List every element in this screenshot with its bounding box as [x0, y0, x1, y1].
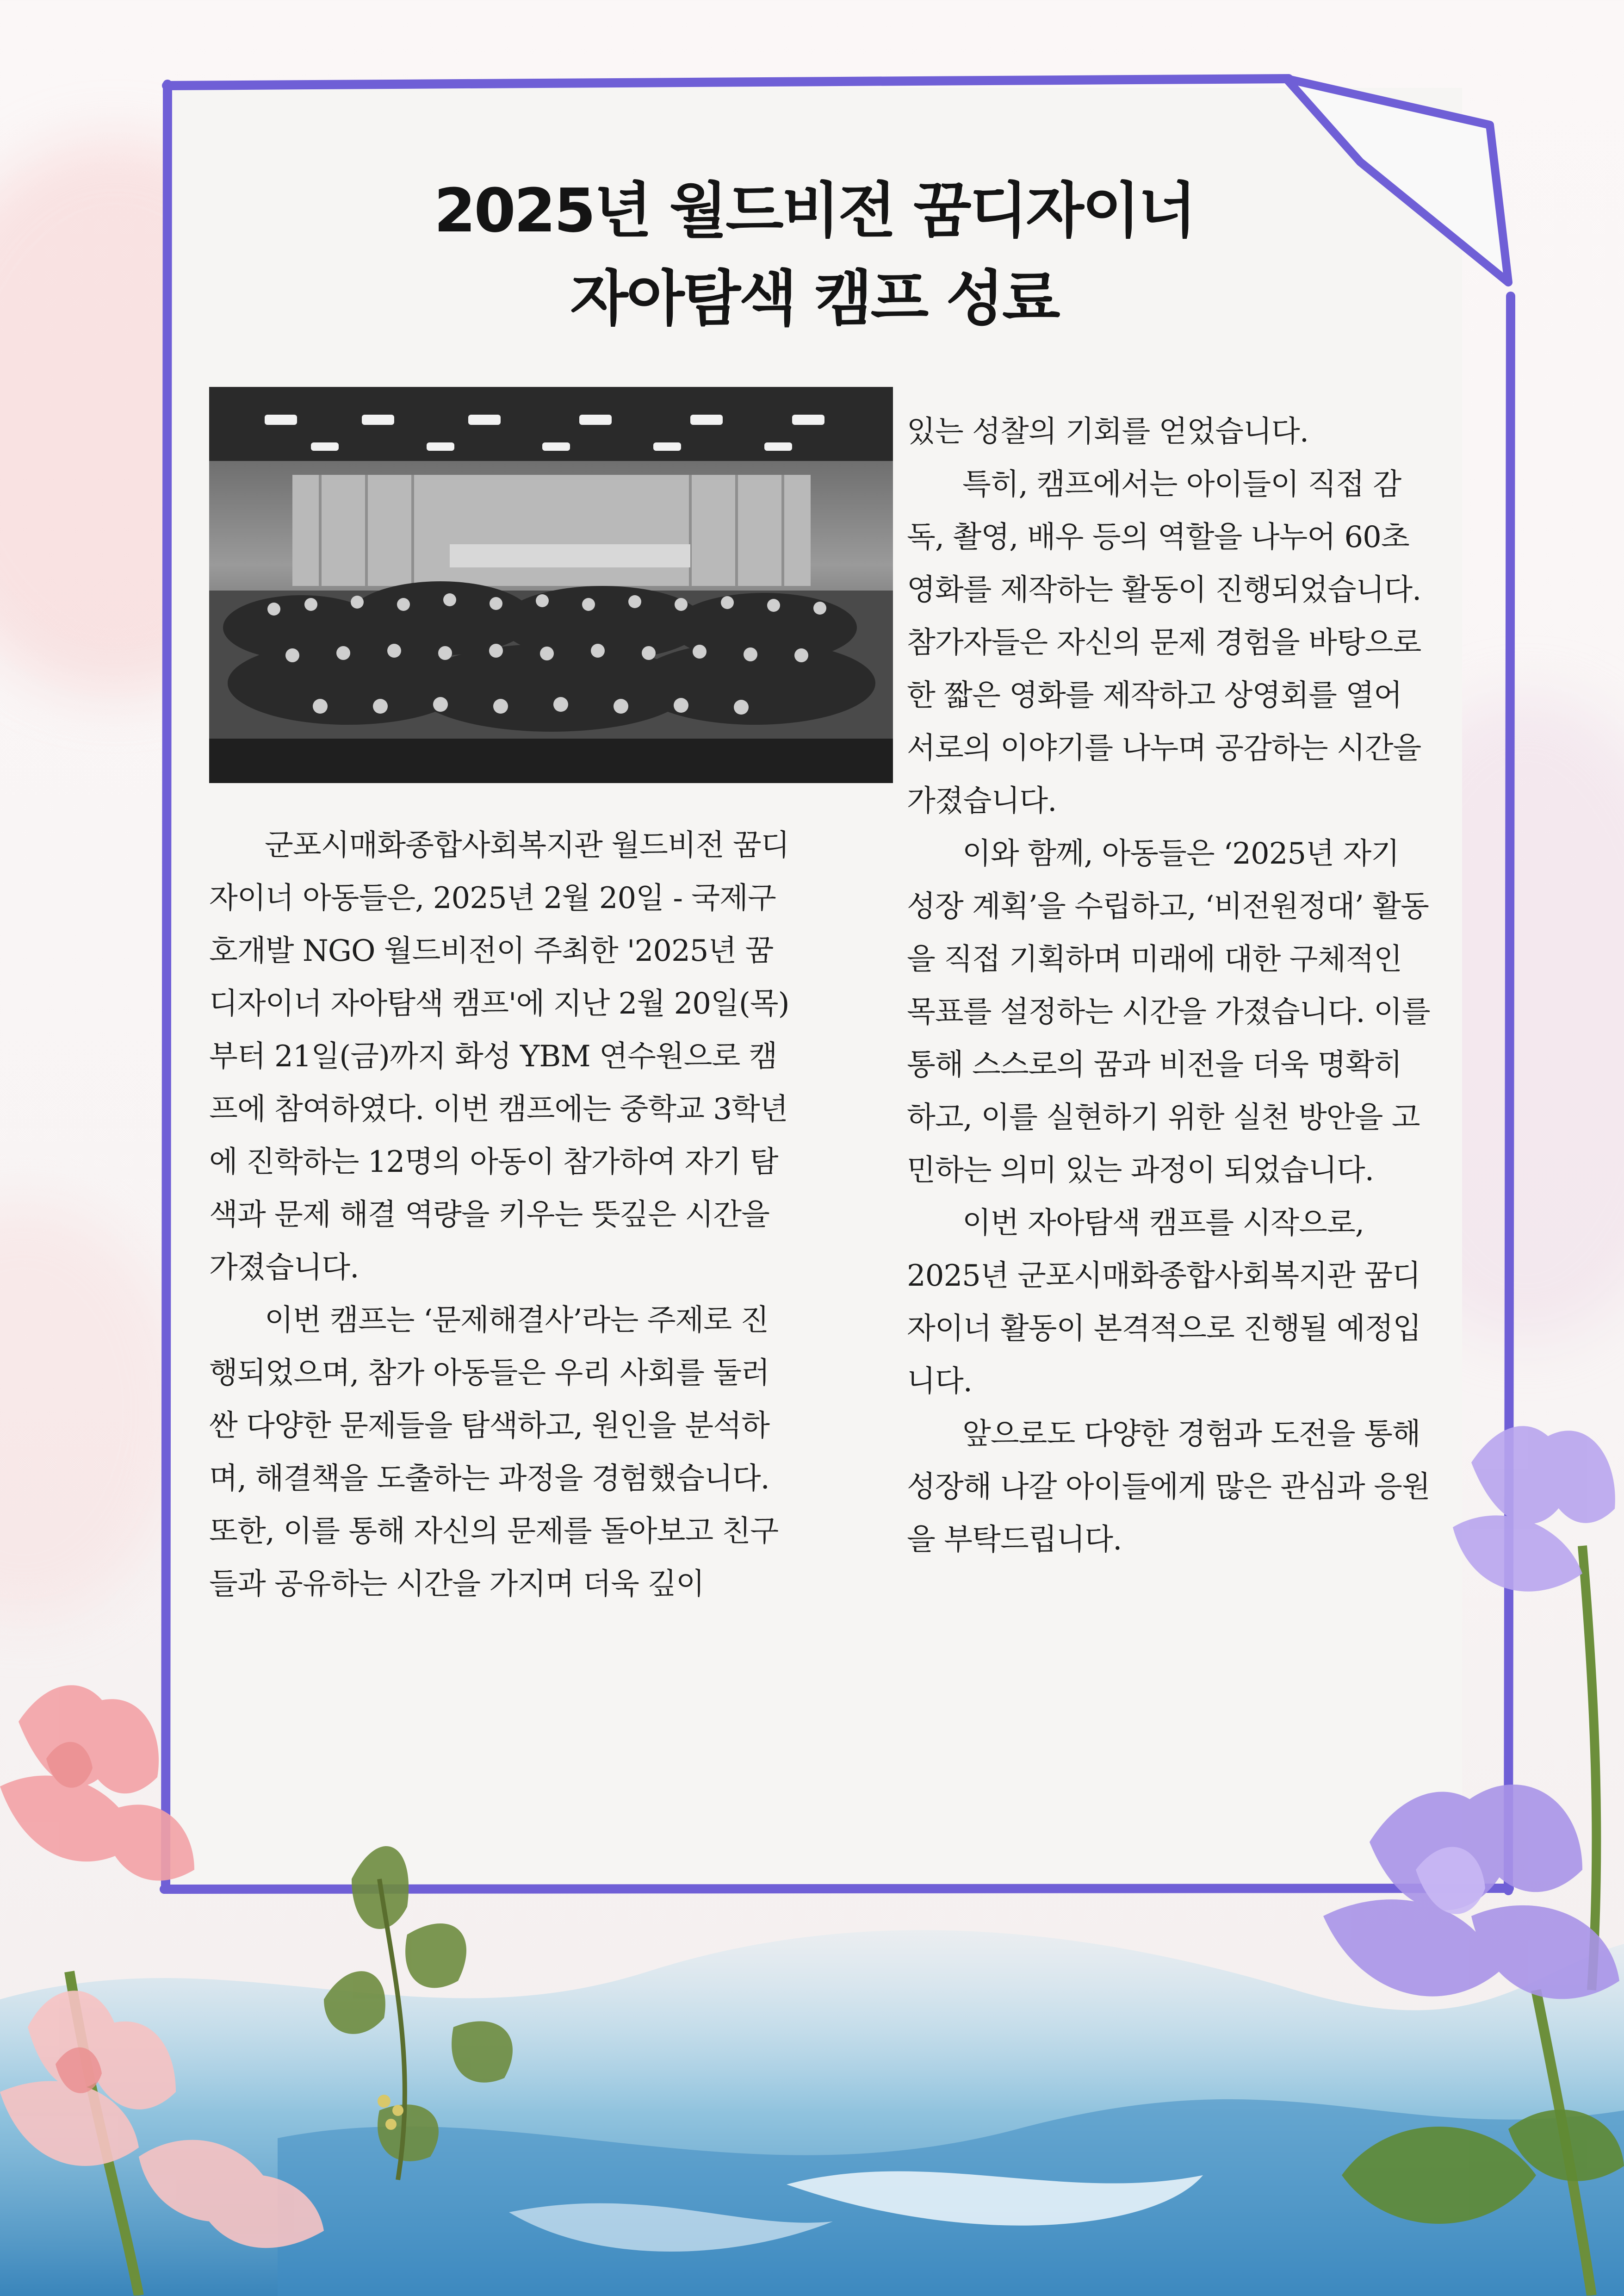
- paragraph-5: 이번 자아탐색 캠프를 시작으로, 2025년 군포시매화종합사회복지관 꿈디자이너 활동이 본격적으로 진행될 예정입니다.: [907, 1206, 1421, 1399]
- purple-lotus-decoration: [1295, 1388, 1624, 2296]
- paragraph-6: 앞으로도 다양한 경험과 도전을 통해 성장해 나갈 아이들에게 많은 관심과 응원을 부탁드립니다.: [907, 1417, 1430, 1557]
- paragraph-4: 이와 함께, 아동들은 ‘2025년 자기 성장 계획’을 수립하고, ‘비전원정대’ 활동을 직접 기획하며 미래에 대한 구체적인 목표를 설정하는 시간을 가졌습니다. 이를 통해 스스로의 꿈과 비전을 더욱 명확히 하고, 이를 실현하기 위한 실천 방안을 고민하는 의미 있는 과정이 되었습니다.: [907, 837, 1430, 1188]
- group-photo: [209, 387, 893, 783]
- title-line-2: 자아탐색 캠프 성료: [570, 263, 1059, 334]
- article-title: [167, 167, 1462, 342]
- pink-lotus-decoration: [0, 1648, 625, 2296]
- paragraph-2: 이번 캠프는 ‘문제해결사’라는 주제로 진행되었으며, 참가 아동들은 우리 사회를 둘러싼 다양한 문제들을 탐색하고, 원인을 분석하며, 해결책을 도출하는 과정을 경험했습니다. 또한, 이를 통해 자신의 문제를 돌아보고 친구들과 공유하는 시간을 가지며 더욱 깊이: [209, 1303, 779, 1601]
- paragraph-1: 군포시매화종합사회복지관 월드비전 꿈디자이너 아동들은, 2025년 2월 20일 - 국제구호개발 NGO 월드비전이 주최한 '2025년 꿈디자이너 자아탐색 캠프'에 지난 2월 20일(목)부터 21일(금)까지 화성 YBM 연수원으로 캠프에 참여하였다. 이번 캠프에는 중학교 3학년에 진학하는 12명의 아동이 참가하여 자기 탐색과 문제 해결 역량을 키우는 뜻깊은 시간을 가졌습니다.: [209, 828, 789, 1285]
- text-column-left: [209, 819, 797, 1611]
- paragraph-3: 특히, 캠프에서는 아이들이 직접 감독, 촬영, 배우 등의 역할을 나누어 60초 영화를 제작하는 활동이 진행되었습니다. 참가자들은 자신의 문제 경험을 바탕으로 한 짧은 영화를 제작하고 상영회를 열어 서로의 이야기를 나누며 공감하는 시간을 가졌습니다.: [907, 467, 1421, 818]
- paragraph-2-end: 있는 성찰의 기회를 얻었습니다.: [907, 415, 1309, 449]
- title-line-1: 2025년 월드비전 꿈디자이너: [434, 175, 1195, 246]
